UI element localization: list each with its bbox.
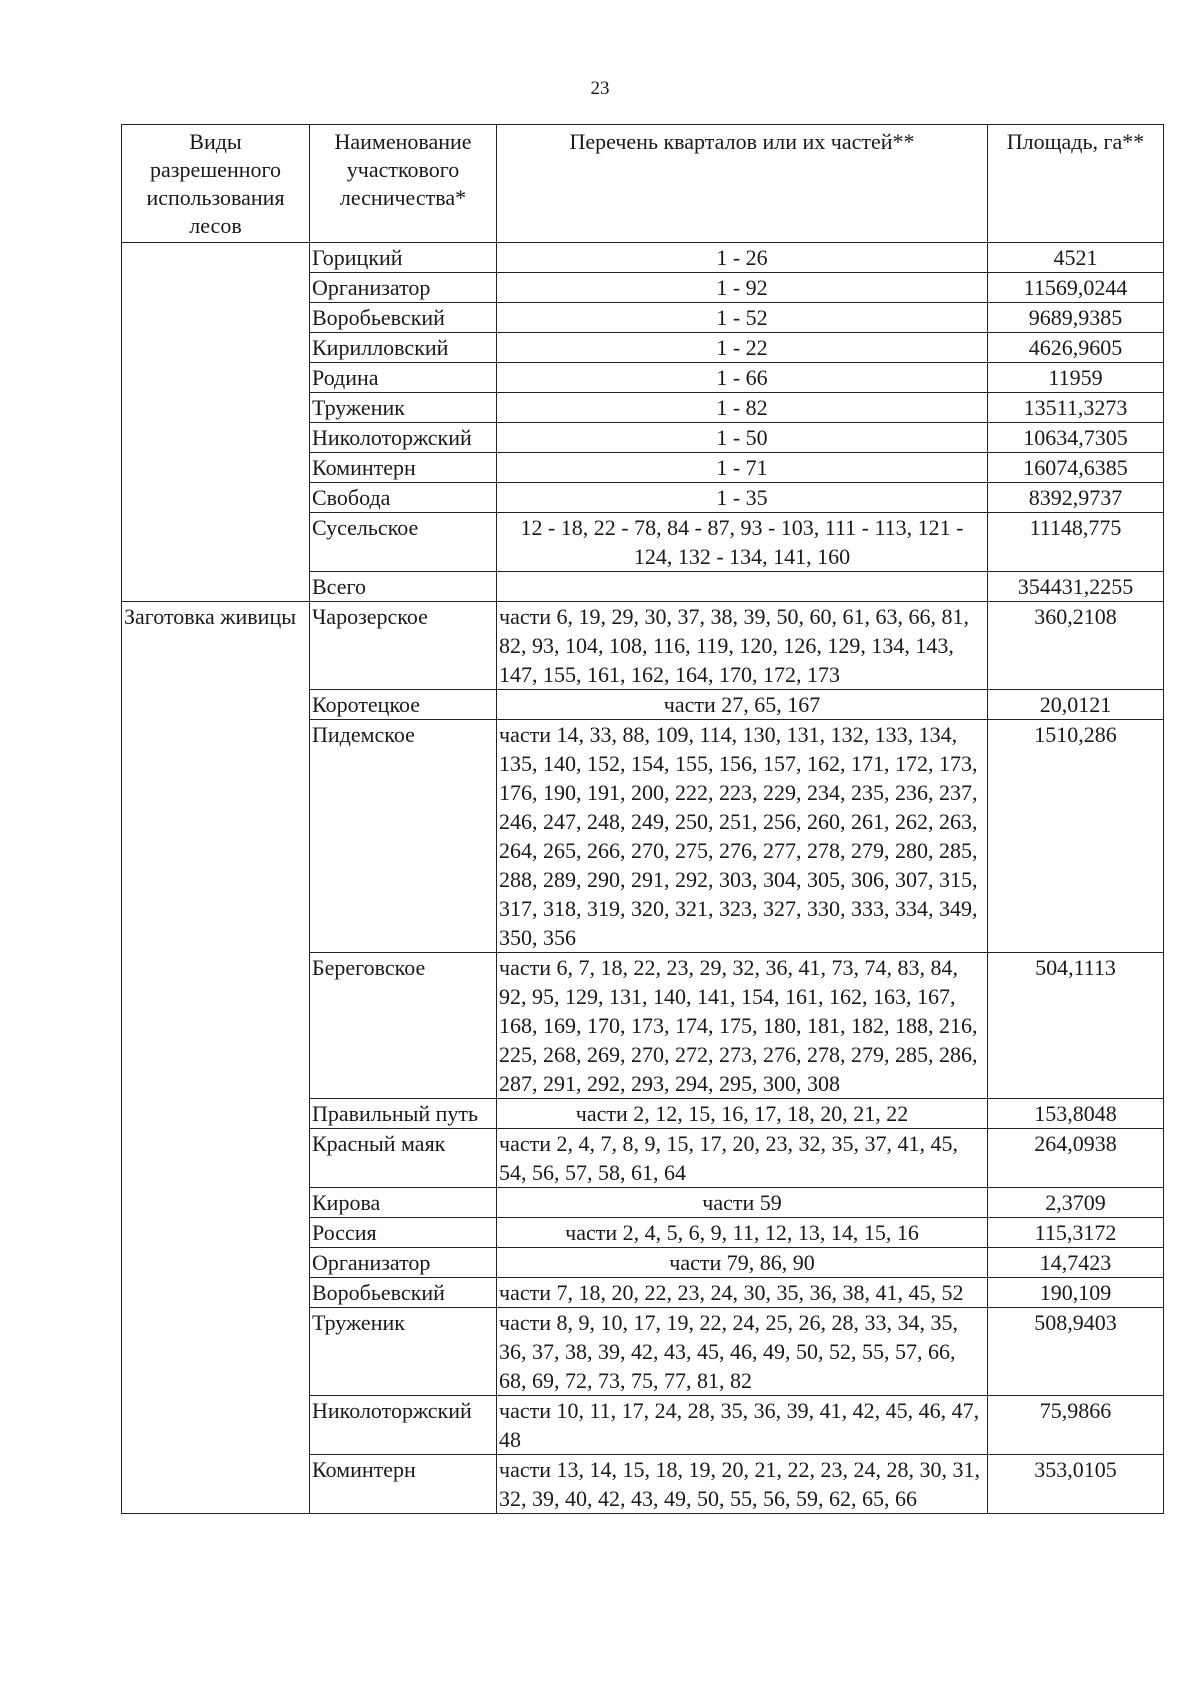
cell-area: 4626,9605 xyxy=(988,333,1164,363)
cell-use-type xyxy=(122,243,310,602)
cell-area: 13511,3273 xyxy=(988,393,1164,423)
table-row xyxy=(122,602,1164,690)
cell-quarters-list: части 79, 86, 90 xyxy=(497,1248,988,1278)
cell-area: 10634,7305 xyxy=(988,423,1164,453)
cell-quarters-list: 1 - 92 xyxy=(497,273,988,303)
cell-quarters-list: части 59 xyxy=(497,1188,988,1218)
page-number: 23 xyxy=(590,78,610,99)
table-header xyxy=(122,125,1164,243)
cell-forestry-name: Кирилловский xyxy=(310,333,497,363)
cell-quarters-list: части 10, 11, 17, 24, 28, 35, 36, 39, 41, 42, 45, 46, 47, 48 xyxy=(497,1396,988,1455)
cell-area: 2,3709 xyxy=(988,1188,1164,1218)
cell-quarters-list xyxy=(497,572,988,602)
cell-area: 504,1113 xyxy=(988,953,1164,1099)
cell-quarters-list: части 7, 18, 20, 22, 23, 24, 30, 35, 36, 38, 41, 45, 52 xyxy=(497,1278,988,1308)
cell-quarters-list: 1 - 26 xyxy=(497,243,988,273)
cell-area: 360,2108 xyxy=(988,602,1164,690)
cell-area: 115,3172 xyxy=(988,1218,1164,1248)
cell-forestry-name: Горицкий xyxy=(310,243,497,273)
cell-quarters-list: части 2, 4, 5, 6, 9, 11, 12, 13, 14, 15, 16 xyxy=(497,1218,988,1248)
header-quarters-list: Перечень кварталов или их частей** xyxy=(497,125,988,243)
cell-area: 508,9403 xyxy=(988,1308,1164,1396)
cell-forestry-name: Россия xyxy=(310,1218,497,1248)
cell-area: 1510,286 xyxy=(988,720,1164,953)
cell-area: 9689,9385 xyxy=(988,303,1164,333)
cell-forestry-name: Пидемское xyxy=(310,720,497,953)
cell-quarters-list: части 27, 65, 167 xyxy=(497,690,988,720)
cell-forestry-name: Труженик xyxy=(310,393,497,423)
cell-forestry-name: Родина xyxy=(310,363,497,393)
cell-area: 11569,0244 xyxy=(988,273,1164,303)
cell-forestry-name: Коминтерн xyxy=(310,1455,497,1514)
cell-forestry-name: Коротецкое xyxy=(310,690,497,720)
table-row xyxy=(122,243,1164,273)
table-body xyxy=(122,243,1164,1514)
cell-area: 353,0105 xyxy=(988,1455,1164,1514)
cell-area: 190,109 xyxy=(988,1278,1164,1308)
cell-area: 14,7423 xyxy=(988,1248,1164,1278)
cell-quarters-list: 1 - 52 xyxy=(497,303,988,333)
header-row xyxy=(122,125,1164,243)
header-forestry-name: Наименование участкового лесничества* xyxy=(310,125,497,243)
cell-area: 153,8048 xyxy=(988,1099,1164,1129)
cell-area: 11959 xyxy=(988,363,1164,393)
cell-forestry-name: Всего xyxy=(310,572,497,602)
cell-quarters-list: части 6, 19, 29, 30, 37, 38, 39, 50, 60, 61, 63, 66, 81, 82, 93, 104, 108, 116, 119, 120, 126, 129, 134, 143, 147, 155, 161, 162, 164, 170, 172, 173 xyxy=(497,602,988,690)
cell-area: 354431,2255 xyxy=(988,572,1164,602)
cell-quarters-list: части 14, 33, 88, 109, 114, 130, 131, 132, 133, 134, 135, 140, 152, 154, 155, 156, 157, 162, 171, 172, 173, 176, 190, 191, 200, 222, 223, 229, 234, 235, 236, 237, 246, 247, 248, 249, 250, 251, 256, 260, 261, 262, 263, 264, 265, 266, 270, 275, 276, 277, 278, 279, 280, 285, 288, 289, 290, 291, 292, 303, 304, 305, 306, 307, 315, 317, 318, 319, 320, 321, 323, 327, 330, 333, 334, 349, 350, 356 xyxy=(497,720,988,953)
cell-area: 11148,775 xyxy=(988,513,1164,572)
cell-forestry-name: Труженик xyxy=(310,1308,497,1396)
cell-forestry-name: Береговское xyxy=(310,953,497,1099)
cell-forestry-name: Организатор xyxy=(310,1248,497,1278)
cell-forestry-name: Кирова xyxy=(310,1188,497,1218)
cell-area: 4521 xyxy=(988,243,1164,273)
cell-quarters-list: 1 - 71 xyxy=(497,453,988,483)
cell-quarters-list: части 2, 12, 15, 16, 17, 18, 20, 21, 22 xyxy=(497,1099,988,1129)
cell-area: 8392,9737 xyxy=(988,483,1164,513)
cell-quarters-list: 1 - 22 xyxy=(497,333,988,363)
header-area: Площадь, га** xyxy=(988,125,1164,243)
cell-use-type: Заготовка живицы xyxy=(122,602,310,1514)
cell-forestry-name: Николоторжский xyxy=(310,1396,497,1455)
cell-quarters-list: части 6, 7, 18, 22, 23, 29, 32, 36, 41, 73, 74, 83, 84, 92, 95, 129, 131, 140, 141, 154, 161, 162, 163, 167, 168, 169, 170, 173, 174, 175, 180, 181, 182, 188, 216, 225, 268, 269, 270, 272, 273, 276, 278, 279, 285, 286, 287, 291, 292, 293, 294, 295, 300, 308 xyxy=(497,953,988,1099)
cell-forestry-name: Воробьевский xyxy=(310,303,497,333)
cell-area: 20,0121 xyxy=(988,690,1164,720)
cell-quarters-list: 1 - 82 xyxy=(497,393,988,423)
forest-use-table xyxy=(121,124,1164,1514)
cell-quarters-list: 1 - 35 xyxy=(497,483,988,513)
header-use-type: Виды разрешенного использования лесов xyxy=(122,125,310,243)
cell-quarters-list: части 2, 4, 7, 8, 9, 15, 17, 20, 23, 32, 35, 37, 41, 45, 54, 56, 57, 58, 61, 64 xyxy=(497,1129,988,1188)
cell-area: 16074,6385 xyxy=(988,453,1164,483)
cell-quarters-list: части 8, 9, 10, 17, 19, 22, 24, 25, 26, 28, 33, 34, 35, 36, 37, 38, 39, 42, 43, 45, 46, 49, 50, 52, 55, 57, 66, 68, 69, 72, 73, 75, 77, 81, 82 xyxy=(497,1308,988,1396)
cell-quarters-list: части 13, 14, 15, 18, 19, 20, 21, 22, 23, 24, 28, 30, 31, 32, 39, 40, 42, 43, 49, 50, 55, 56, 59, 62, 65, 66 xyxy=(497,1455,988,1514)
cell-forestry-name: Чарозерское xyxy=(310,602,497,690)
cell-forestry-name: Николоторжский xyxy=(310,423,497,453)
cell-forestry-name: Организатор xyxy=(310,273,497,303)
cell-forestry-name: Сусельское xyxy=(310,513,497,572)
cell-quarters-list: 1 - 50 xyxy=(497,423,988,453)
cell-forestry-name: Коминтерн xyxy=(310,453,497,483)
cell-quarters-list: 1 - 66 xyxy=(497,363,988,393)
cell-forestry-name: Красный маяк xyxy=(310,1129,497,1188)
cell-quarters-list: 12 - 18, 22 - 78, 84 - 87, 93 - 103, 111 - 113, 121 - 124, 132 - 134, 141, 160 xyxy=(497,513,988,572)
cell-forestry-name: Свобода xyxy=(310,483,497,513)
cell-area: 264,0938 xyxy=(988,1129,1164,1188)
cell-forestry-name: Воробьевский xyxy=(310,1278,497,1308)
cell-forestry-name: Правильный путь xyxy=(310,1099,497,1129)
cell-area: 75,9866 xyxy=(988,1396,1164,1455)
